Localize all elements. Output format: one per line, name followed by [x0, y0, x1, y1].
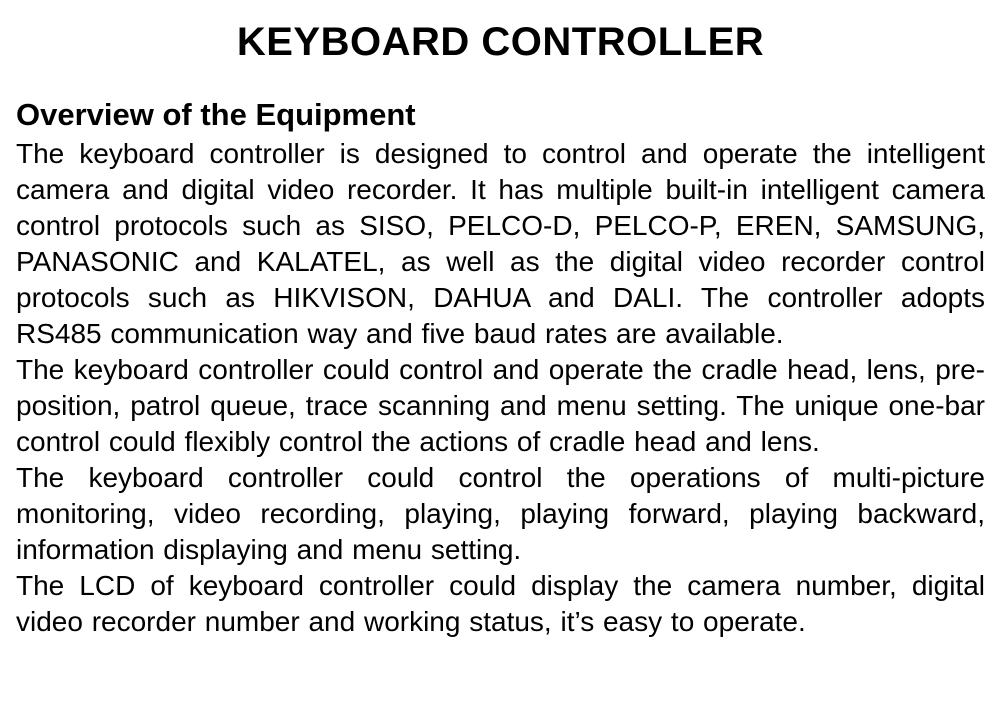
- paragraph-multi-picture-operations: The keyboard controller could control the operations of multi-picture monitoring, video recording, playing, playing forward, playing backward, information displaying and menu setting.: [16, 462, 985, 565]
- paragraph-cradle-head-control: The keyboard controller could control and operate the cradle head, lens, pre-position, patrol queue, trace scanning and menu setting. The unique one-bar control could flexibly control the actions of cradle head and lens.: [16, 354, 985, 457]
- paragraph-lcd-display: The LCD of keyboard controller could display the camera number, digital video recorder number and working status, it’s easy to operate.: [16, 570, 985, 637]
- paragraph-overview-protocols: The keyboard controller is designed to control and operate the intelligent camera and digital video recorder. It has multiple built-in intelligent camera control protocols such as SISO, PELCO-D, PELCO-P, EREN, SAMSUNG, PANASONIC and KALATEL, as well as the digital video recorder control protocols such as HIKVISON, DAHUA and DALI. The controller adopts RS485 communication way and five baud rates are available.: [16, 138, 985, 349]
- section-heading: Overview of the Equipment: [16, 97, 416, 132]
- page-title: KEYBOARD CONTROLLER: [236, 20, 765, 64]
